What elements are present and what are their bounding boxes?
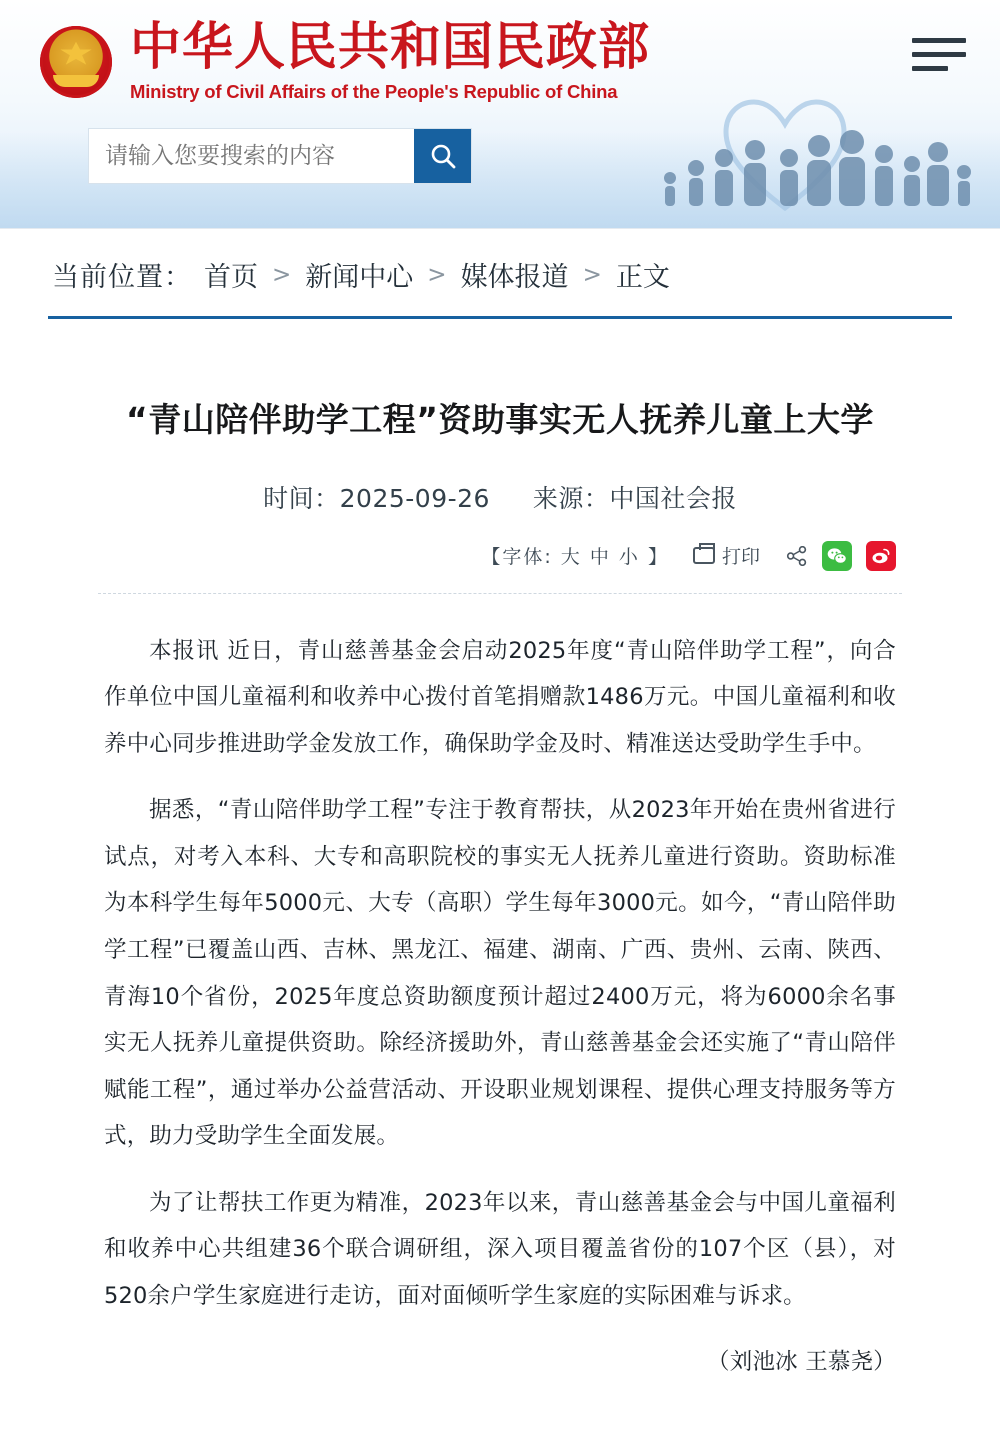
breadcrumb-item-media-report[interactable]: 媒体报道: [460, 262, 569, 293]
font-size-small[interactable]: 小: [618, 546, 640, 569]
printer-icon: [693, 547, 715, 564]
article-signature: （刘池冰 王慕尧）: [707, 1349, 896, 1376]
article-container: [48, 316, 952, 1446]
article-paragraph-1: 本报讯 近日，青山慈善基金会启动2025年度“青山陪伴助学工程”，向合作单位中国儿童福利和收养中心拨付首笔捐赠款1486万元。中国儿童福利和收养中心同步推进助学金发放工作，确保助学金及时、精准送达受助学生手中。: [104, 637, 896, 757]
font-size-medium[interactable]: 中: [589, 546, 611, 569]
article-time-value: 2025-09-26: [339, 483, 490, 513]
header-top-row: [0, 0, 1000, 102]
breadcrumb-item-current: 正文: [615, 262, 670, 293]
breadcrumb: [52, 255, 1000, 294]
menu-bar-3: [912, 66, 948, 71]
search-input[interactable]: [89, 129, 414, 183]
search-box[interactable]: [88, 128, 472, 184]
article-meta: [48, 479, 952, 515]
font-size-label: 【字体:: [481, 546, 553, 569]
wechat-glyph: [827, 547, 847, 565]
weibo-glyph: [871, 547, 891, 565]
article-paragraph-3: 为了让帮扶工作更为精准，2023年以来，青山慈善基金会与中国儿童福利和收养中心共组建36个联合调研组，深入项目覆盖省份的107个区（县），对520余户学生家庭进行走访，面对面倾听学生家庭的实际困难与诉求。: [104, 1189, 896, 1309]
breadcrumb-item-news-center[interactable]: 新闻中心: [305, 262, 414, 293]
search-icon: [428, 141, 458, 171]
breadcrumb-label: 当前位置：: [52, 262, 192, 293]
article-title: “青山陪伴助学工程”资助事实无人抚养儿童上大学: [126, 400, 874, 440]
article-source-value: 中国社会报: [609, 483, 737, 513]
menu-bar-2: [912, 52, 966, 57]
breadcrumb-bar: [0, 228, 1000, 316]
print-button[interactable]: [693, 542, 760, 569]
wechat-icon[interactable]: [822, 541, 852, 571]
article-toolbar: [48, 541, 952, 571]
breadcrumb-separator-3: >: [582, 261, 602, 288]
font-size-close: 】: [647, 546, 669, 569]
article-body: [48, 594, 952, 1446]
print-label: 打印: [721, 546, 760, 569]
search-row: [0, 128, 1000, 184]
article-time-label: 时间：: [263, 483, 340, 513]
article-paragraph-2: 据悉，“青山陪伴助学工程”专注于教育帮扶，从2023年开始在贵州省进行试点，对考入本科、大专和高职院校的事实无人抚养儿童进行资助。资助标准为本科学生每年5000元、大专（高职）学生每年3000元。如今，“青山陪伴助学工程”已覆盖山西、吉林、黑龙江、福建、湖南、广西、贵州、云南、陕西、青海10个省份，2025年度总资助额度预计超过2400万元，将为6000余名事实无人抚养儿童提供资助。除经济援助外，青山慈善基金会还实施了“青山陪伴赋能工程”，通过举办公益营活动、开设职业规划课程、提供心理支持服务等方式，助力受助学生全面发展。: [104, 797, 896, 1150]
site-header: [0, 0, 1000, 228]
site-titles: [130, 18, 651, 102]
article-source-label: 来源：: [532, 483, 610, 513]
font-size-controls: [481, 542, 669, 569]
site-title-cn: 中华人民共和国民政部: [130, 18, 651, 77]
site-title-en: Ministry of Civil Affairs of the People's Republic of China: [130, 81, 618, 102]
national-emblem-icon: [40, 26, 112, 98]
breadcrumb-separator-2: >: [427, 261, 447, 288]
search-button[interactable]: [414, 129, 471, 183]
menu-bar-1: [912, 38, 966, 43]
hamburger-menu-icon[interactable]: [912, 32, 966, 76]
breadcrumb-item-home[interactable]: 首页: [204, 262, 258, 293]
breadcrumb-separator-1: >: [272, 261, 292, 288]
font-size-large[interactable]: 大: [560, 546, 582, 569]
share-icon[interactable]: [786, 546, 808, 566]
weibo-icon[interactable]: [866, 541, 896, 571]
